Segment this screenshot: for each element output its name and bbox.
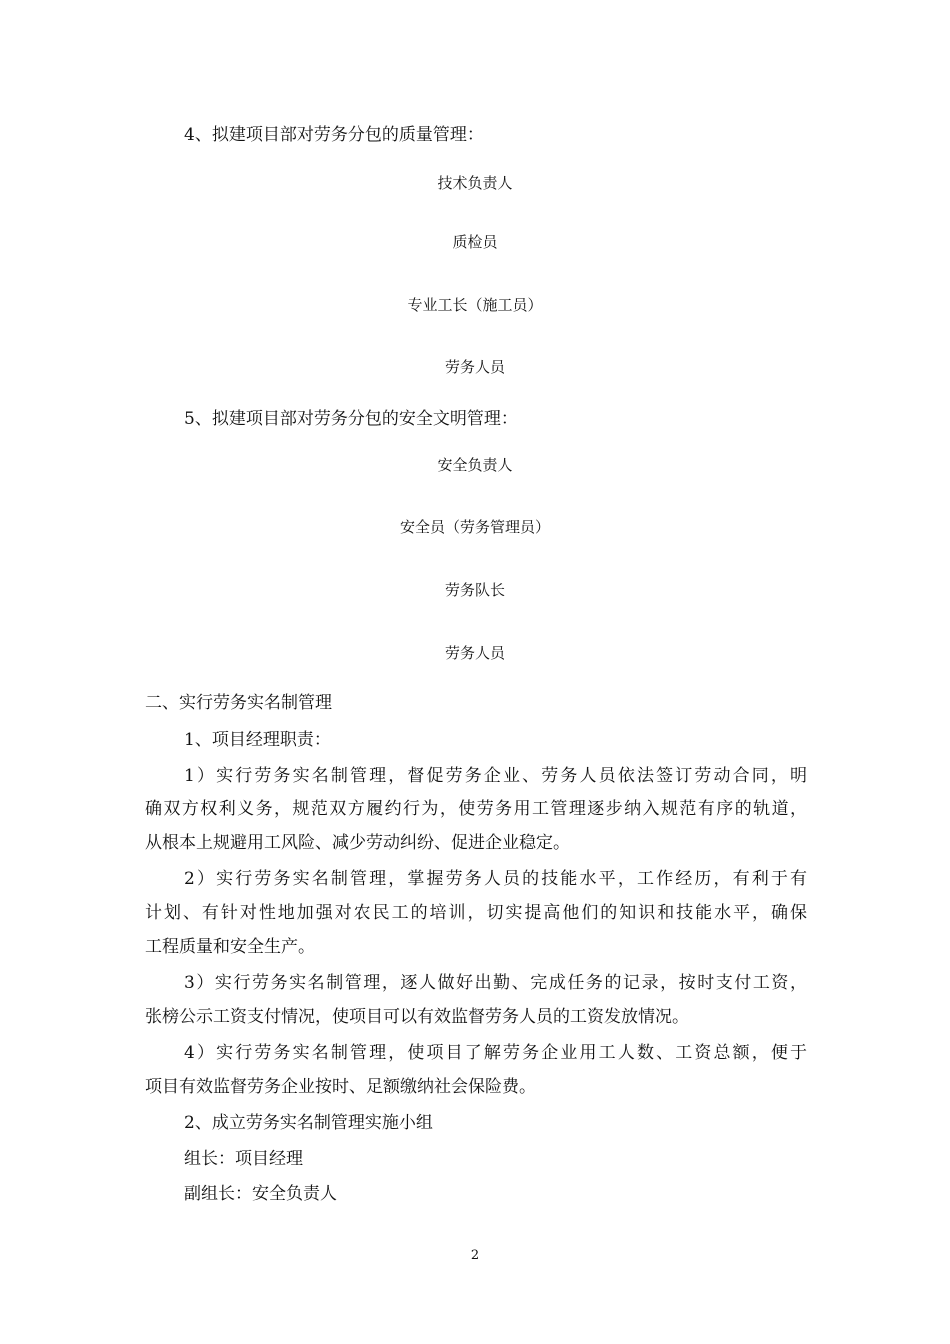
quality-chain-item-3: 专业工长（施工员） xyxy=(407,296,543,314)
safety-chain-item-2: 安全员（劳务管理员） xyxy=(399,518,550,536)
paragraph-1-line-1: 1）实行劳务实名制管理，督促劳务企业、劳务人员依法签订劳动合同，明 xyxy=(184,766,807,786)
subsection-2-title: 2、成立劳务实名制管理实施小组 xyxy=(184,1113,433,1133)
paragraph-2-line-1: 2）实行劳务实名制管理，掌握劳务人员的技能水平，工作经历，有利于有 xyxy=(184,869,807,889)
section-2-title: 二、实行劳务实名制管理 xyxy=(145,693,332,713)
safety-chain-item-1: 安全负责人 xyxy=(437,456,513,474)
paragraph-1-line-2: 确双方权利义务，规范双方履约行为，使劳务用工管理逐步纳入规范有序的轨道， xyxy=(145,799,807,819)
paragraph-1-line-3: 从根本上规避用工风险、减少劳动纠纷、促进企业稳定。 xyxy=(145,833,570,853)
quality-management-heading: 4、拟建项目部对劳务分包的质量管理： xyxy=(184,125,484,145)
quality-chain-item-4: 劳务人员 xyxy=(444,358,505,376)
paragraph-2-line-2: 计划、有针对性地加强对农民工的培训，切实提高他们的知识和技能水平，确保 xyxy=(145,903,807,923)
subsection-1-title: 1、项目经理职责： xyxy=(184,730,331,750)
paragraph-2-line-3: 工程质量和安全生产。 xyxy=(145,937,315,957)
page-number: 2 xyxy=(470,1248,480,1263)
safety-management-heading: 5、拟建项目部对劳务分包的安全文明管理： xyxy=(184,409,518,429)
paragraph-3-line-2: 张榜公示工资支付情况，使项目可以有效监督劳务人员的工资发放情况。 xyxy=(145,1007,689,1027)
group-leader-line: 组长：项目经理 xyxy=(184,1149,303,1169)
safety-chain-item-4: 劳务人员 xyxy=(444,644,505,662)
quality-chain-item-2: 质检员 xyxy=(452,233,498,251)
deputy-leader-line: 副组长：安全负责人 xyxy=(184,1184,337,1204)
quality-chain-item-1: 技术负责人 xyxy=(437,174,513,192)
paragraph-4-line-1: 4）实行劳务实名制管理，使项目了解劳务企业用工人数、工资总额，便于 xyxy=(184,1043,807,1063)
safety-chain-item-3: 劳务队长 xyxy=(444,581,505,599)
paragraph-4-line-2: 项目有效监督劳务企业按时、足额缴纳社会保险费。 xyxy=(145,1077,536,1097)
paragraph-3-line-1: 3）实行劳务实名制管理，逐人做好出勤、完成任务的记录，按时支付工资， xyxy=(184,973,807,993)
